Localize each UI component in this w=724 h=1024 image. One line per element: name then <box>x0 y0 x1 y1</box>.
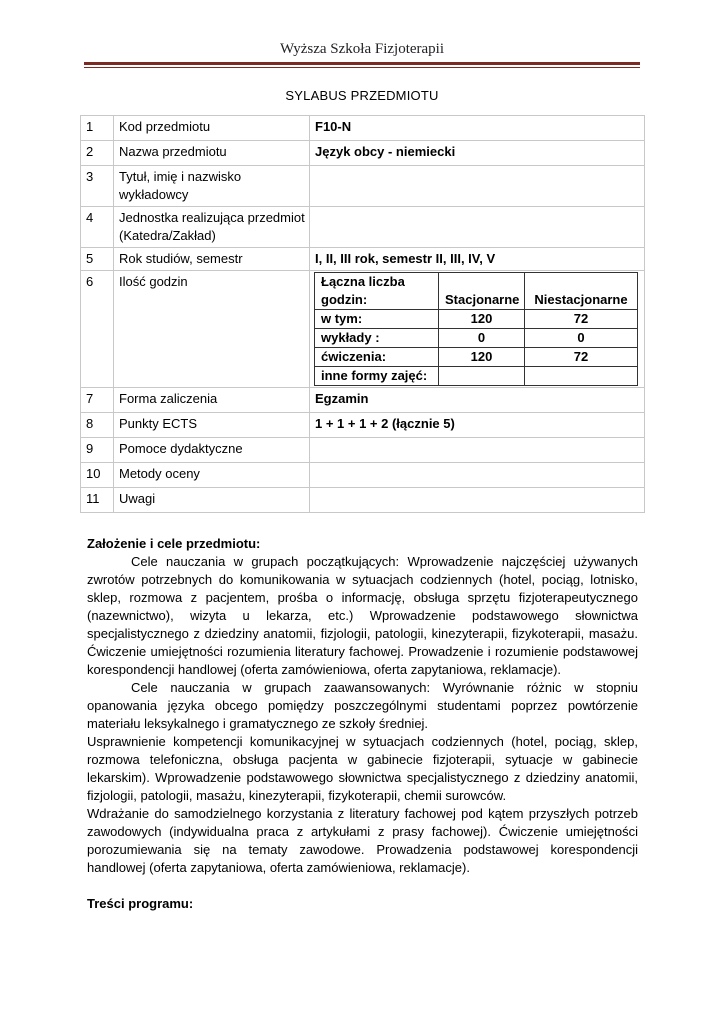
hours-row-extramural <box>525 367 638 386</box>
row-value <box>310 488 645 513</box>
table-row <box>81 116 645 141</box>
row-number: 5 <box>81 248 114 271</box>
row-label: Tytuł, imię i nazwisko wykładowcy <box>114 166 310 207</box>
document-title: SYLABUS PRZEDMIOTU <box>285 88 439 103</box>
table-row <box>81 488 645 513</box>
row-value <box>310 438 645 463</box>
hours-row <box>315 367 638 386</box>
hours-row-stationary: 0 <box>439 329 525 348</box>
hours-head-stationary: Stacjonarne <box>439 273 525 310</box>
row-number: 1 <box>81 116 114 141</box>
section-heading-contents: Treści programu: <box>87 896 194 911</box>
row-number: 8 <box>81 413 114 438</box>
hours-row-extramural: 0 <box>525 329 638 348</box>
hours-row-extramural: 72 <box>525 310 638 329</box>
row-label: Nazwa przedmiotu <box>114 141 310 166</box>
section-heading-goals: Założenie i cele przedmiotu: <box>87 536 261 551</box>
hours-head-extramural: Niestacjonarne <box>525 273 638 310</box>
table-row <box>81 388 645 413</box>
row-label: Pomoce dydaktyczne <box>114 438 310 463</box>
hours-row <box>315 348 638 367</box>
header-rule-thin <box>84 67 640 68</box>
hours-row-stationary: 120 <box>439 310 525 329</box>
row-number: 9 <box>81 438 114 463</box>
row-value <box>310 207 645 248</box>
row-label: Forma zaliczenia <box>114 388 310 413</box>
row-value <box>310 463 645 488</box>
table-row <box>81 438 645 463</box>
row-label: Rok studiów, semestr <box>114 248 310 271</box>
row-value: Egzamin <box>310 388 645 413</box>
row-number: 2 <box>81 141 114 166</box>
hours-table <box>314 272 638 386</box>
row-label: Punkty ECTS <box>114 413 310 438</box>
table-row <box>81 463 645 488</box>
table-row <box>81 207 645 248</box>
row-label: Kod przedmiotu <box>114 116 310 141</box>
paragraph-communication: Usprawnienie kompetencji komunikacyjnej w sytuacjach codziennych (hotel, pociąg, sklep, rozmowa telefoniczna, obsługa pacjenta w gabinecie fizjoterapii, sytuacje w gabinecie lekarskim). Wprowadzenie podstawowego słownictwa specjalistycznego z dziedziny anatomii, fizjologii, patologii, masażu, kinezyterapii, fizykoterapii, chemii surowców. <box>87 734 638 803</box>
hours-row-extramural: 72 <box>525 348 638 367</box>
hours-row-stationary: 120 <box>439 348 525 367</box>
table-row <box>81 271 645 388</box>
header-rule-thick <box>84 62 640 65</box>
hours-total-label: Łączna liczba godzin: <box>315 273 439 310</box>
row-value: F10-N <box>310 116 645 141</box>
row-label: Ilość godzin <box>114 271 310 388</box>
hours-row <box>315 329 638 348</box>
row-number: 10 <box>81 463 114 488</box>
hours-row-stationary <box>439 367 525 386</box>
hours-row-label: w tym: <box>315 310 439 329</box>
row-value: Język obcy - niemiecki <box>310 141 645 166</box>
table-row <box>81 141 645 166</box>
row-number: 3 <box>81 166 114 207</box>
row-number: 4 <box>81 207 114 248</box>
hours-row-label: ćwiczenia: <box>315 348 439 367</box>
table-row <box>81 166 645 207</box>
row-number: 7 <box>81 388 114 413</box>
hours-row-label: wykłady : <box>315 329 439 348</box>
hours-cell <box>310 271 645 388</box>
hours-row-label: inne formy zajęć: <box>315 367 439 386</box>
hours-head-row <box>315 273 638 310</box>
row-label: Uwagi <box>114 488 310 513</box>
row-label: Jednostka realizująca przedmiot (Katedra/Zakład) <box>114 207 310 248</box>
row-value <box>310 166 645 207</box>
row-label: Metody oceny <box>114 463 310 488</box>
document-header: Wyższa Szkoła Fizjoterapii <box>279 41 445 57</box>
paragraph-beginners: Cele nauczania w grupach początkujących: Wprowadzenie najczęściej używanych zwrotów potrzebnych do komunikowania w sytuacjach codziennych (hotel, pociąg, lotnisko, sklep, rozmowa z pacjentem, prośba o informację, obsługa sprzętu fizjoterapeutycznego (nazewnictwo), wizyta u lekarza, etc.) Wprowadzenie podstawowego słownictwa specjalistycznego z dziedziny anatomii, fizjologii, patologii, kinezyterapii, fizykoterapii, masażu. Ćwiczenie umiejętności rozumienia literatury fachowej. Prowadzenie i rozumienie podstawowej korespondencji handlowej (oferta zamówieniowa, oferta zapytaniowa, reklamacje). <box>87 554 638 677</box>
table-row <box>81 248 645 271</box>
row-value: 1 + 1 + 1 + 2 (łącznie 5) <box>310 413 645 438</box>
row-number: 11 <box>81 488 114 513</box>
paragraph-literature: Wdrażanie do samodzielnego korzystania z literatury fachowej pod kątem przyszłych potrzeb zawodowych (indywidualna praca z artykułami z prasy fachowej). Ćwiczenie umiejętności porozumiewania się na tematy zawodowe. Prowadzenia podstawowej korespondencji handlowej (oferta zapytaniowa, oferta zamówieniowa, reklamacje). <box>87 806 638 875</box>
row-number: 6 <box>81 271 114 388</box>
row-value: I, II, III rok, semestr II, III, IV, V <box>310 248 645 271</box>
table-row <box>81 413 645 438</box>
paragraph-advanced: Cele nauczania w grupach zaawansowanych: Wyrównanie różnic w stopniu opanowania języka obcego pomiędzy poszczególnymi studentami poprzez powtórzenie materiału leksykalnego i gramatycznego ze szkoły średniej. <box>87 680 638 731</box>
syllabus-table <box>80 115 645 513</box>
body-text <box>87 535 638 913</box>
hours-row <box>315 310 638 329</box>
